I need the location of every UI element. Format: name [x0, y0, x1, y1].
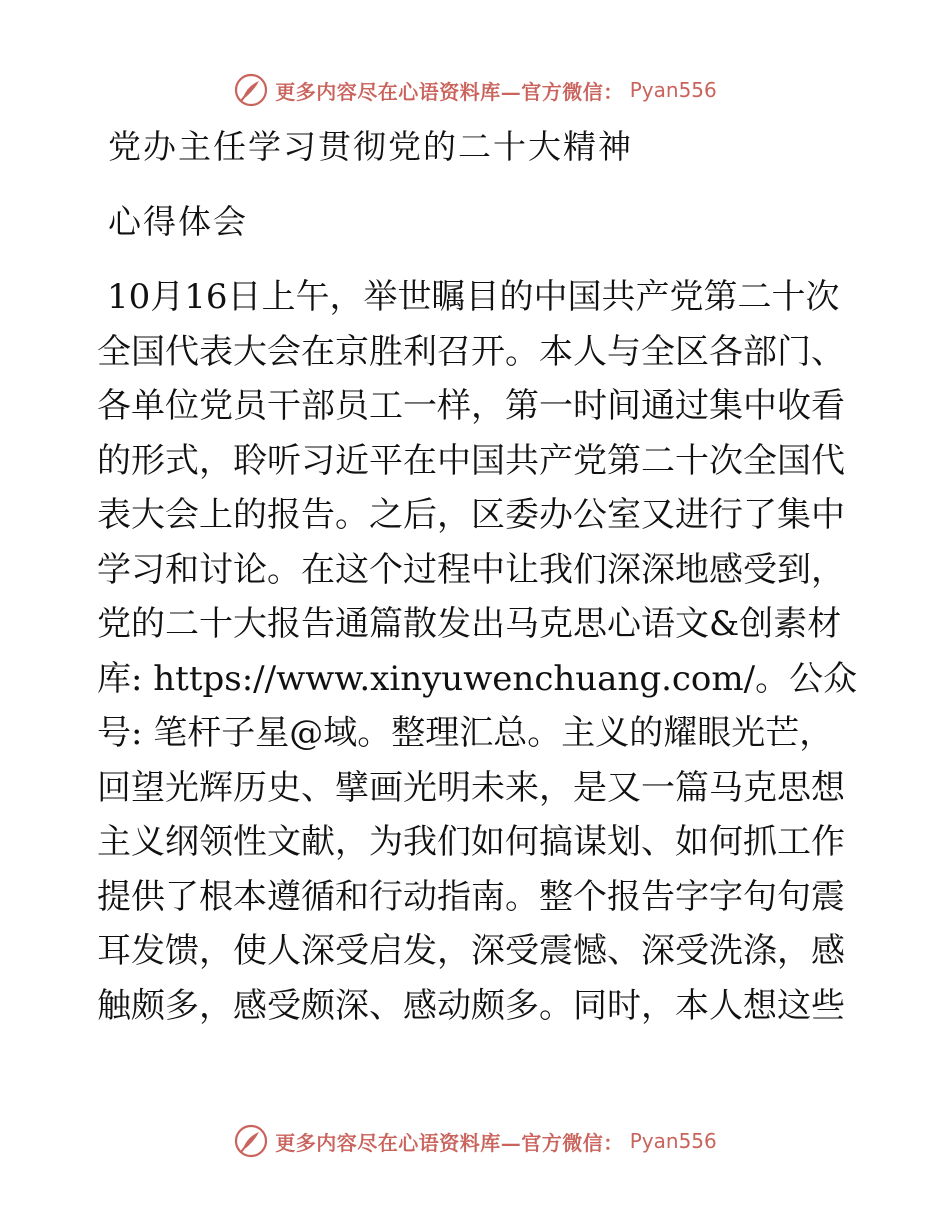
- header-watermark: [0, 70, 950, 110]
- document-body: [97, 270, 867, 1033]
- body-line: 触颇多，感受颇深、感动颇多。同时，本人想这些: [97, 985, 845, 1026]
- brush-pen-logo-icon: [233, 72, 269, 108]
- watermark-wechat-id: Pyan556: [629, 78, 717, 102]
- body-line: 耳发馈，使人深受启发，深受震憾、深受洗涤，感: [97, 931, 845, 971]
- body-line: 全国代表大会在京胜利召开。本人与全区各部门、: [97, 331, 845, 372]
- body-line: 回望光辉历史、擘画光明未来，是又一篇马克思想: [97, 767, 845, 808]
- watermark-site-text: 更多内容尽在心语资料库—官方微信：: [275, 1130, 624, 1155]
- body-line: 表大会上的报告。之后，区委办公室又进行了集中: [97, 495, 845, 535]
- document-subtitle: 心得体会: [108, 202, 248, 241]
- body-line: 提供了根本遵循和行动指南。整个报告字字句句震: [97, 876, 845, 917]
- brush-pen-logo-icon: [233, 1123, 269, 1159]
- body-line: 的形式，聆听习近平在中国共产党第二十次全国代: [97, 440, 845, 481]
- body-line: 号: 笔杆子星@域。整理汇总。主义的耀眼光芒，: [97, 713, 834, 753]
- document-title: 党办主任学习贯彻党的二十大精神: [108, 127, 633, 166]
- body-line: 主义纲领性文献，为我们如何搞谋划、如何抓工作: [97, 822, 845, 862]
- footer-watermark: [0, 1121, 950, 1161]
- body-line: 学习和讨论。在这个过程中让我们深深地感受到，: [97, 549, 845, 590]
- body-line: 10月16日上午，举世瞩目的中国共产党第二十次: [107, 277, 840, 317]
- body-line: 库: https://www.xinyuwenchuang.com/。公众: [97, 658, 858, 699]
- body-line: 党的二十大报告通篇散发出马克思心语文&创素材: [97, 604, 842, 644]
- watermark-wechat-id: Pyan556: [629, 1129, 717, 1153]
- watermark-site-text: 更多内容尽在心语资料库—官方微信：: [275, 79, 624, 104]
- body-line: 各单位党员干部员工一样，第一时间通过集中收看: [97, 386, 845, 426]
